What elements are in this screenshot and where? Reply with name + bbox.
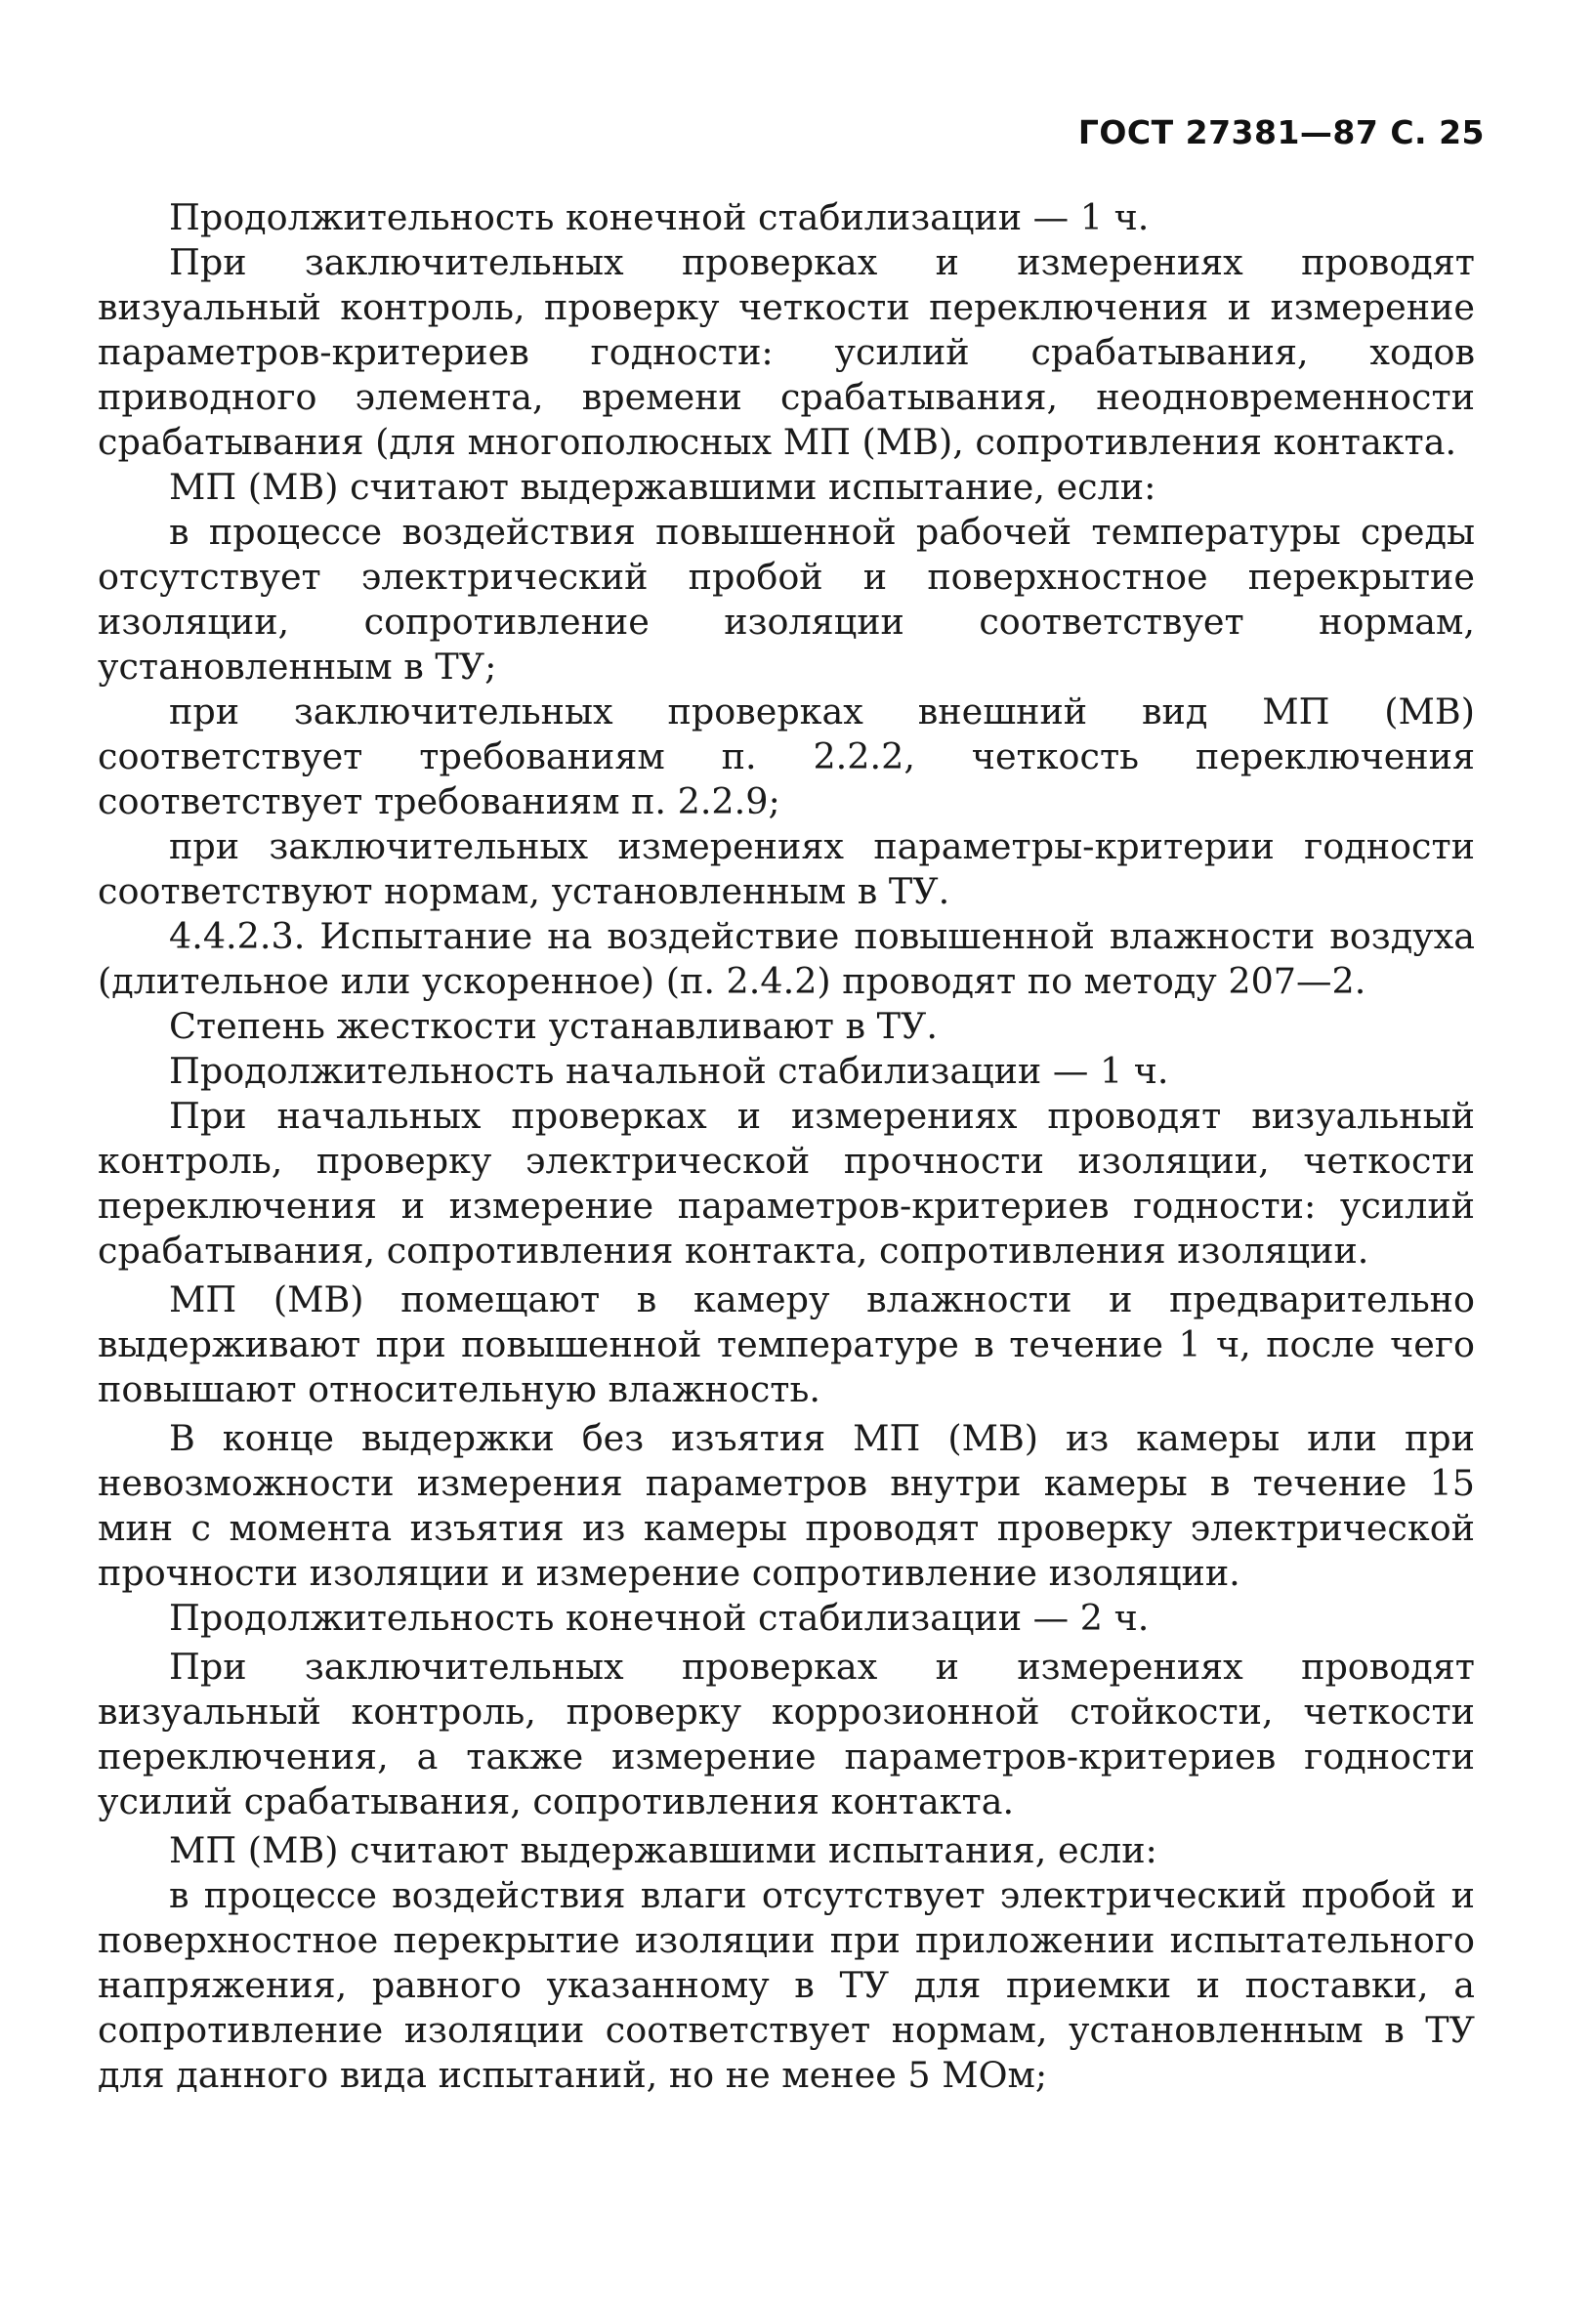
- paragraph: МП (МВ) помещают в камеру влажности и предварительно выдерживают при повышенной температуре в течение 1 ч, после чего повышают относительную влажность.: [98, 1278, 1475, 1410]
- document-body: [98, 195, 1475, 2098]
- paragraph: Степень жесткости устанавливают в ТУ.: [169, 1005, 938, 1047]
- paragraph: Продолжительность начальной стабилизации — 1 ч.: [169, 1050, 1169, 1092]
- paragraph: 4.4.2.3. Испытание на воздействие повышенной влажности воздуха (длительное или ускоренное) (п. 2.4.2) проводят по методу 207—2.: [98, 915, 1475, 1002]
- paragraph: МП (МВ) считают выдержавшими испытание, если:: [169, 466, 1156, 508]
- page-header: ГОСТ 27381—87 С. 25: [1077, 113, 1485, 151]
- paragraph: в процессе воздействия повышенной рабочей температуры среды отсутствует электрический пробой и поверхностное перекрытие изоляции, сопротивление изоляции соответствует нормам, установленным в ТУ;: [98, 511, 1475, 688]
- paragraph: МП (МВ) считают выдержавшими испытания, если:: [169, 1829, 1157, 1871]
- paragraph: при заключительных измерениях параметры-критерии годности соответствуют нормам, установленным в ТУ.: [98, 825, 1475, 912]
- paragraph: При заключительных проверках и измерениях проводят визуальный контроль, проверку четкости переключения и измерение параметров-критериев годности: усилий срабатывания, ходов приводного элемента, времени срабатывания, неодновременности срабатывания (для многополюсных МП (МВ), сопротивления контакта.: [98, 241, 1475, 463]
- paragraph: при заключительных проверках внешний вид МП (МВ) соответствует требованиям п. 2.2.2, четкость переключения соответствует требованиям п. 2.2.9;: [98, 690, 1475, 822]
- paragraph: В конце выдержки без изъятия МП (МВ) из камеры или при невозможности измерения параметров внутри камеры в течение 15 мин с момента изъятия из камеры проводят проверку электрической прочности изоляции и измерение сопротивление изоляции.: [98, 1417, 1475, 1594]
- paragraph: в процессе воздействия влаги отсутствует электрический пробой и поверхностное перекрытие изоляции при приложении испытательного напряжения, равного указанному в ТУ для приемки и поставки, а сопротивление изоляции соответствует нормам, установленным в ТУ для данного вида испытаний, но не менее 5 МОм;: [98, 1874, 1475, 2096]
- paragraph: При начальных проверках и измерениях проводят визуальный контроль, проверку электрической прочности изоляции, четкости переключения и измерение параметров-критериев годности: усилий срабатывания, сопротивления контакта, сопротивления изоляции.: [98, 1095, 1475, 1272]
- paragraph: При заключительных проверках и измерениях проводят визуальный контроль, проверку коррозионной стойкости, четкости переключения, а также измерение параметров-критериев годности усилий срабатывания, сопротивления контакта.: [98, 1646, 1475, 1822]
- paragraph: Продолжительность конечной стабилизации — 2 ч.: [169, 1597, 1150, 1639]
- paragraph: Продолжительность конечной стабилизации — 1 ч.: [169, 196, 1150, 238]
